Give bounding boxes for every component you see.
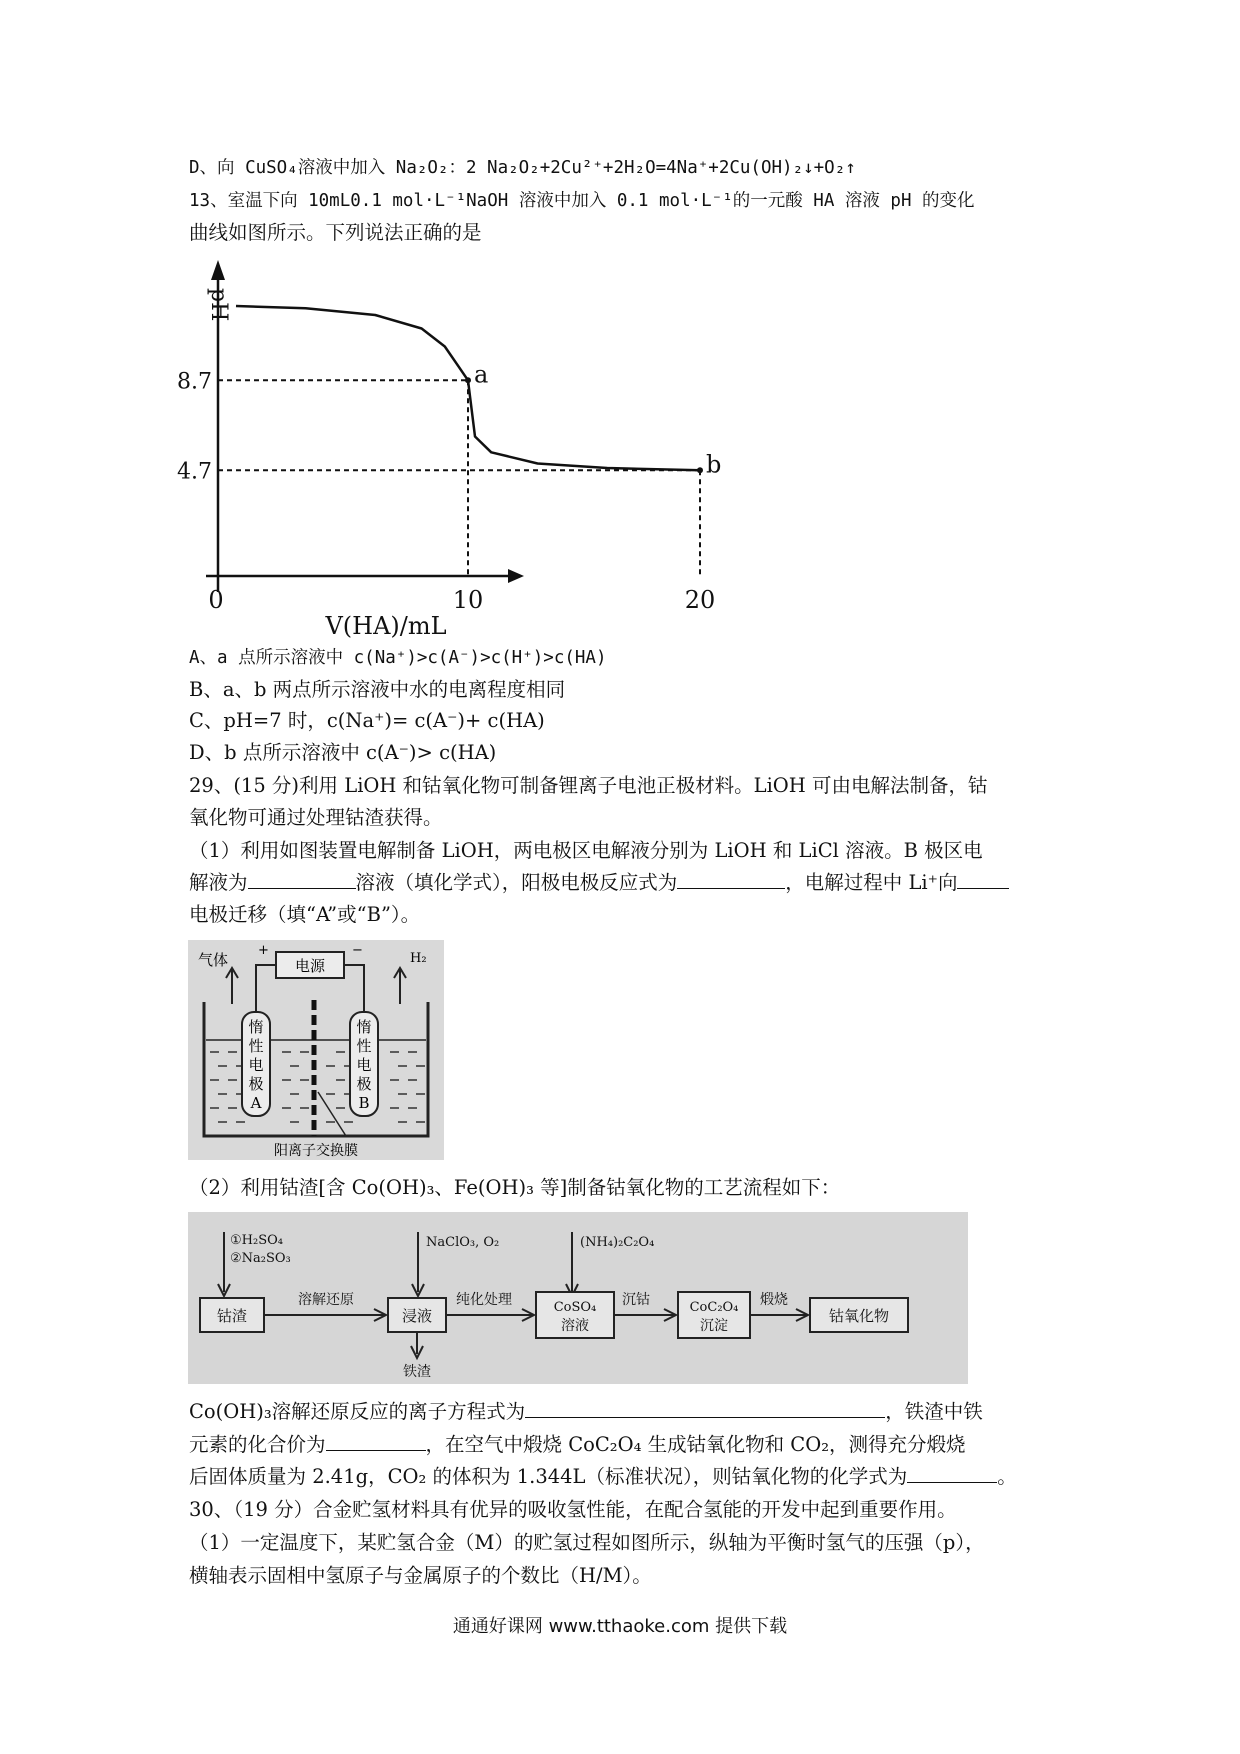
- y-tick-label: 8.7: [177, 369, 212, 395]
- point-b: [697, 467, 703, 473]
- q29-part2-text-d: ，在空气中煅烧 CoC₂O₄ 生成钴氧化物和 CO₂，测得充分煅烧: [425, 1433, 966, 1456]
- electrode-a-label: [248, 1018, 263, 1112]
- q13-stem-line1: 13、室温下向 10mL0.1 mol·L⁻¹NaOH 溶液中加入 0.1 mol·L⁻¹的一元酸 HA 溶液 pH 的变化: [189, 191, 975, 211]
- step-dissolve-reduce: 溶解还原: [298, 1292, 354, 1308]
- q29-part2-line: （2）利用钴渣[含 Co(OH)₃、Fe(OH)₃ 等]制备钴氧化物的工艺流程如下：: [189, 1176, 841, 1199]
- x-tick-label: 10: [452, 586, 484, 614]
- q29-part1-line3: 电极迁移（填“A”或“B”）。: [189, 903, 421, 926]
- q13-option-b: B、a、b 两点所示溶液中水的电离程度相同: [189, 678, 566, 701]
- q29-part1-text-b: 溶液（填化学式），阳极电极反应式为: [355, 871, 678, 894]
- y-axis-label: pH: [206, 288, 231, 322]
- power-supply-label: 电源: [294, 957, 326, 975]
- box-coc2o4-line2: 沉淀: [700, 1318, 728, 1334]
- svg-text:+: +: [258, 943, 269, 958]
- point-label-a: a: [474, 360, 489, 389]
- box-coso4-line1: CoSO₄: [553, 1300, 597, 1315]
- box-coc2o4-line1: CoC₂O₄: [689, 1300, 739, 1315]
- q29-part2-q-line1: [189, 1397, 983, 1427]
- reagent-h2so4: ①H₂SO₄: [230, 1233, 283, 1248]
- q29-part2-text-a: Co(OH)₃溶解还原反应的离子方程式为: [189, 1400, 526, 1423]
- answer-blank-li-direction[interactable]: [957, 868, 1009, 889]
- step-purification: 纯化处理: [456, 1292, 512, 1308]
- electrode-char: 电: [356, 1056, 372, 1074]
- electrode-char: 性: [248, 1037, 264, 1055]
- q29-part1-line2: [189, 868, 1009, 898]
- q29-part2-q-line2: [189, 1430, 966, 1460]
- reagent-na2so3: ②Na₂SO₃: [230, 1251, 291, 1266]
- answer-blank-anode-reaction[interactable]: [677, 868, 785, 889]
- electrode-char: 惰: [356, 1018, 372, 1036]
- electrode-char: A: [250, 1094, 262, 1112]
- gas-label: 气体: [198, 951, 229, 969]
- box-cobalt-slag: 钴渣: [216, 1307, 248, 1325]
- q29-part2-q-line3: [189, 1462, 1017, 1492]
- x-tick-label: 0: [208, 586, 224, 614]
- output-iron-slag: 铁渣: [403, 1364, 431, 1380]
- electrode-char: B: [358, 1094, 370, 1112]
- q29-part2-text-e: 后固体质量为 2.41g，CO₂ 的体积为 1.344L（标准状况），则钴氧化物的化学式为: [189, 1465, 908, 1488]
- point-label-b: b: [706, 450, 722, 479]
- electrode-char: 电: [248, 1056, 264, 1074]
- electrode-char: 性: [356, 1037, 372, 1055]
- answer-blank-ionic-equation[interactable]: [525, 1397, 885, 1418]
- step-precipitate-cobalt: 沉钴: [622, 1292, 650, 1308]
- electrode-char: 极: [356, 1075, 372, 1093]
- q29-stem-line1: 29、(15 分)利用 LiOH 和钴氧化物可制备锂离子电池正极材料。LiOH 可由电解法制备，钴: [189, 774, 988, 797]
- x-axis-arrow: [508, 569, 524, 583]
- reagent-ammonium-oxalate: (NH₄)₂C₂O₄: [580, 1235, 655, 1250]
- hydrogen-label: H₂: [410, 951, 427, 966]
- box-cobalt-oxide: 钴氧化物: [828, 1307, 890, 1325]
- electrode-char: 极: [248, 1075, 264, 1093]
- titration-curve-chart: [177, 258, 722, 640]
- answer-blank-b-electrolyte[interactable]: [248, 868, 356, 889]
- q13-stem-line2: 曲线如图所示。下列说法正确的是: [189, 221, 482, 244]
- process-flow-figure: [188, 1212, 968, 1384]
- y-tick-label: 4.7: [177, 459, 212, 485]
- step-calcination: 煅烧: [760, 1292, 788, 1308]
- x-axis-label: V(HA)/mL: [325, 612, 447, 640]
- electrolysis-cell-figure: [188, 940, 444, 1160]
- q29-part1-line1: （1）利用如图装置电解制备 LiOH，两电极区电解液分别为 LiOH 和 LiCl 溶液。B 极区电: [189, 839, 983, 862]
- q29-part1-text-a: 解液为: [189, 871, 248, 894]
- q30-part1-line2: 横轴表示固相中氢原子与金属原子的个数比（H/M）。: [189, 1564, 652, 1587]
- q12-option-d: D、向 CuSO₄溶液中加入 Na₂O₂：2 Na₂O₂+2Cu²⁺+2H₂O=4Na⁺+2Cu(OH)₂↓+O₂↑: [189, 158, 856, 178]
- q30-stem-line1: 30、（19 分）合金贮氢材料具有优异的吸收氢性能，在配合氢能的开发中起到重要作用。: [189, 1498, 957, 1521]
- y-axis-arrow: [211, 260, 225, 280]
- q13-option-d: D、b 点所示溶液中 c(A⁻)> c(HA): [189, 741, 497, 764]
- page-footer: 通通好课网 www.tthaoke.com 提供下载: [452, 1616, 788, 1637]
- q29-part1-text-c: ，电解过程中 Li⁺向: [785, 871, 958, 894]
- q30-part1-line1: （1）一定温度下，某贮氢合金（M）的贮氢过程如图所示，纵轴为平衡时氢气的压强（p），: [189, 1531, 985, 1554]
- electrode-b-label: [356, 1018, 371, 1112]
- q29-part2-text-b: ，铁渣中铁: [885, 1400, 983, 1423]
- answer-blank-iron-valence[interactable]: [326, 1430, 426, 1451]
- q29-stem-line2: 氧化物可通过处理钴渣获得。: [189, 806, 443, 829]
- reagent-naclo3-o2: NaClO₃, O₂: [426, 1235, 500, 1250]
- box-leachate: 浸液: [401, 1307, 433, 1325]
- q13-option-c: C、pH=7 时，c(Na⁺)= c(A⁻)+ c(HA): [189, 709, 545, 732]
- x-tick-label: 20: [684, 586, 716, 614]
- q29-part2-text-f: 。: [997, 1465, 1017, 1488]
- electrode-char: 惰: [248, 1018, 264, 1036]
- q29-part2-text-c: 元素的化合价为: [189, 1433, 326, 1456]
- point-a: [465, 377, 471, 383]
- answer-blank-oxide-formula[interactable]: [907, 1462, 997, 1483]
- membrane-label: 阳离子交换膜: [274, 1143, 358, 1159]
- q13-option-a: A、a 点所示溶液中 c(Na⁺)>c(A⁻)>c(H⁺)>c(HA): [189, 648, 607, 668]
- box-coso4-line2: 溶液: [561, 1318, 589, 1334]
- svg-text:−: −: [352, 943, 363, 958]
